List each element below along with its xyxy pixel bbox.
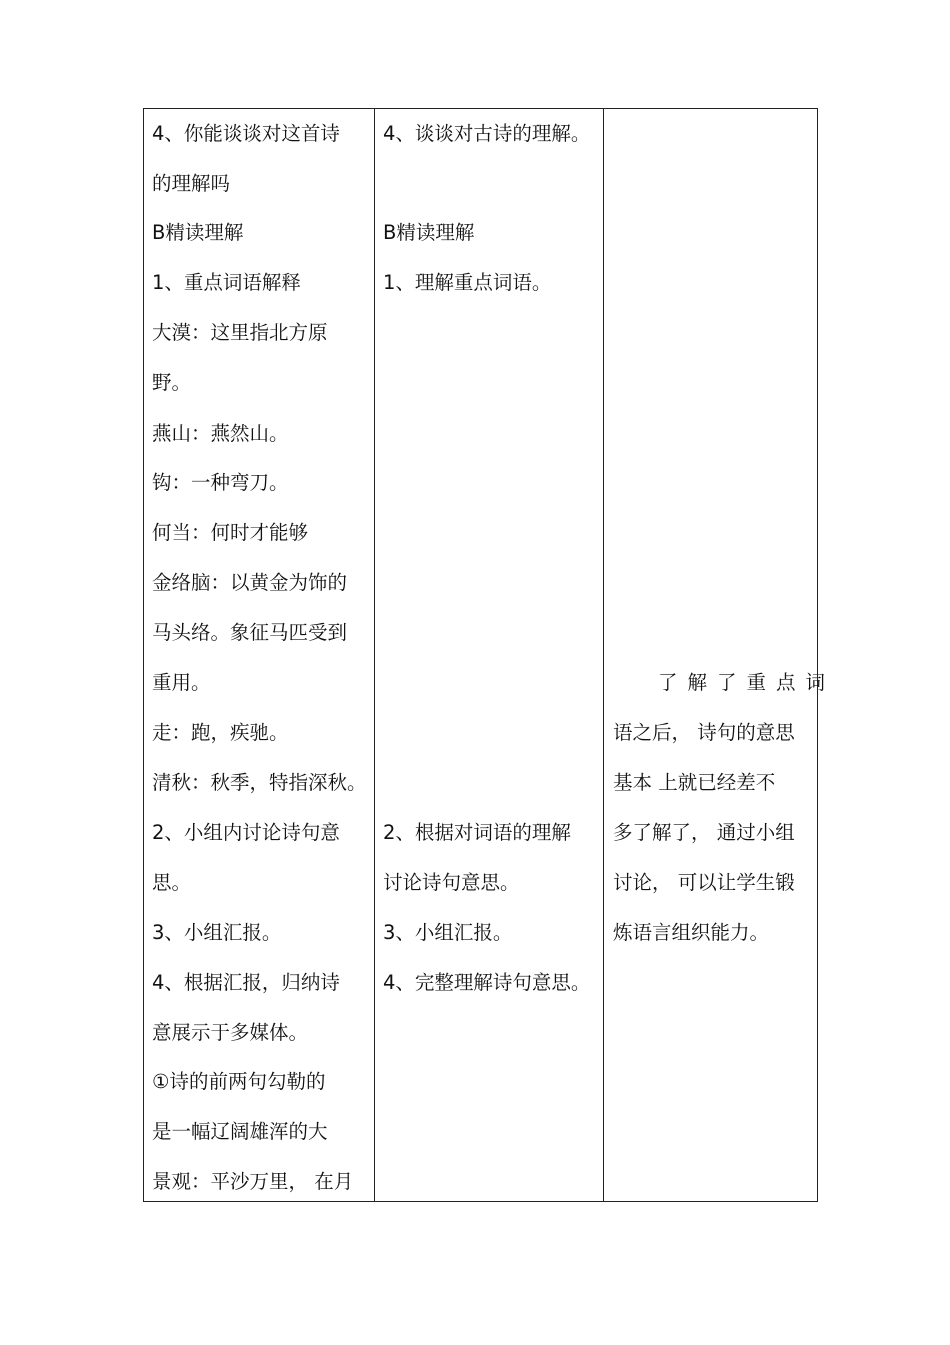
intent-line: 炼语言组织能力。: [613, 921, 770, 944]
teacher-line: ①诗的前两句勾勒的: [152, 1070, 326, 1093]
intent-line: 讨论， 可以让学生锻: [613, 871, 795, 894]
teacher-line: 金络脑：以黄金为饰的: [152, 571, 348, 594]
teacher-line: 意展示于多媒体。: [152, 1021, 309, 1044]
teacher-line: 2、小组内讨论诗句意: [152, 821, 340, 844]
student-activity-column: [375, 109, 604, 1201]
teacher-line: 4、根据汇报，归纳诗: [152, 971, 340, 994]
teacher-line: 是一幅辽阔雄浑的大: [152, 1120, 328, 1143]
intent-line: 语之后， 诗句的意思: [613, 721, 795, 744]
student-line: 3、小组汇报。: [383, 921, 513, 944]
lesson-plan-table: [143, 108, 836, 1202]
teacher-line: B精读理解: [152, 221, 244, 244]
student-line: 4、谈谈对古诗的理解。: [383, 122, 591, 145]
teacher-line: 清秋：秋季，特指深秋。: [152, 771, 367, 794]
teacher-activity-column: [144, 109, 375, 1201]
teacher-line: 钩：一种弯刀。: [152, 471, 289, 494]
teacher-line: 3、小组汇报。: [152, 921, 282, 944]
student-line: 4、完整理解诗句意思。: [383, 971, 591, 994]
teacher-line: 4、你能谈谈对这首诗: [152, 122, 340, 145]
teacher-line: 走：跑，疾驰。: [152, 721, 289, 744]
teacher-line: 何当：何时才能够: [152, 521, 309, 544]
intent-line: 多了解了， 通过小组: [613, 821, 795, 844]
teacher-line: 景观：平沙万里， 在月: [152, 1170, 354, 1193]
intent-line: 基本 上就已经差不: [613, 771, 776, 794]
teacher-line: 大漠：这里指北方原: [152, 321, 328, 344]
teacher-line: 1、重点词语解释: [152, 271, 301, 294]
teacher-line: 燕山：燕然山。: [152, 422, 289, 445]
student-line: 1、理解重点词语。: [383, 271, 552, 294]
student-line: 2、根据对词语的理解: [383, 821, 571, 844]
teacher-line: 思。: [152, 871, 192, 894]
teacher-line: 重用。: [152, 671, 211, 694]
student-line: B精读理解: [383, 221, 475, 244]
design-intent-column: [604, 109, 836, 1201]
student-line: 讨论诗句意思。: [383, 871, 520, 894]
teacher-line: 野。: [152, 371, 192, 394]
teacher-line: 马头络。象征马匹受到: [152, 621, 348, 644]
teacher-line: 的理解吗: [152, 172, 231, 195]
intent-line: 了解了重点词: [658, 671, 836, 694]
